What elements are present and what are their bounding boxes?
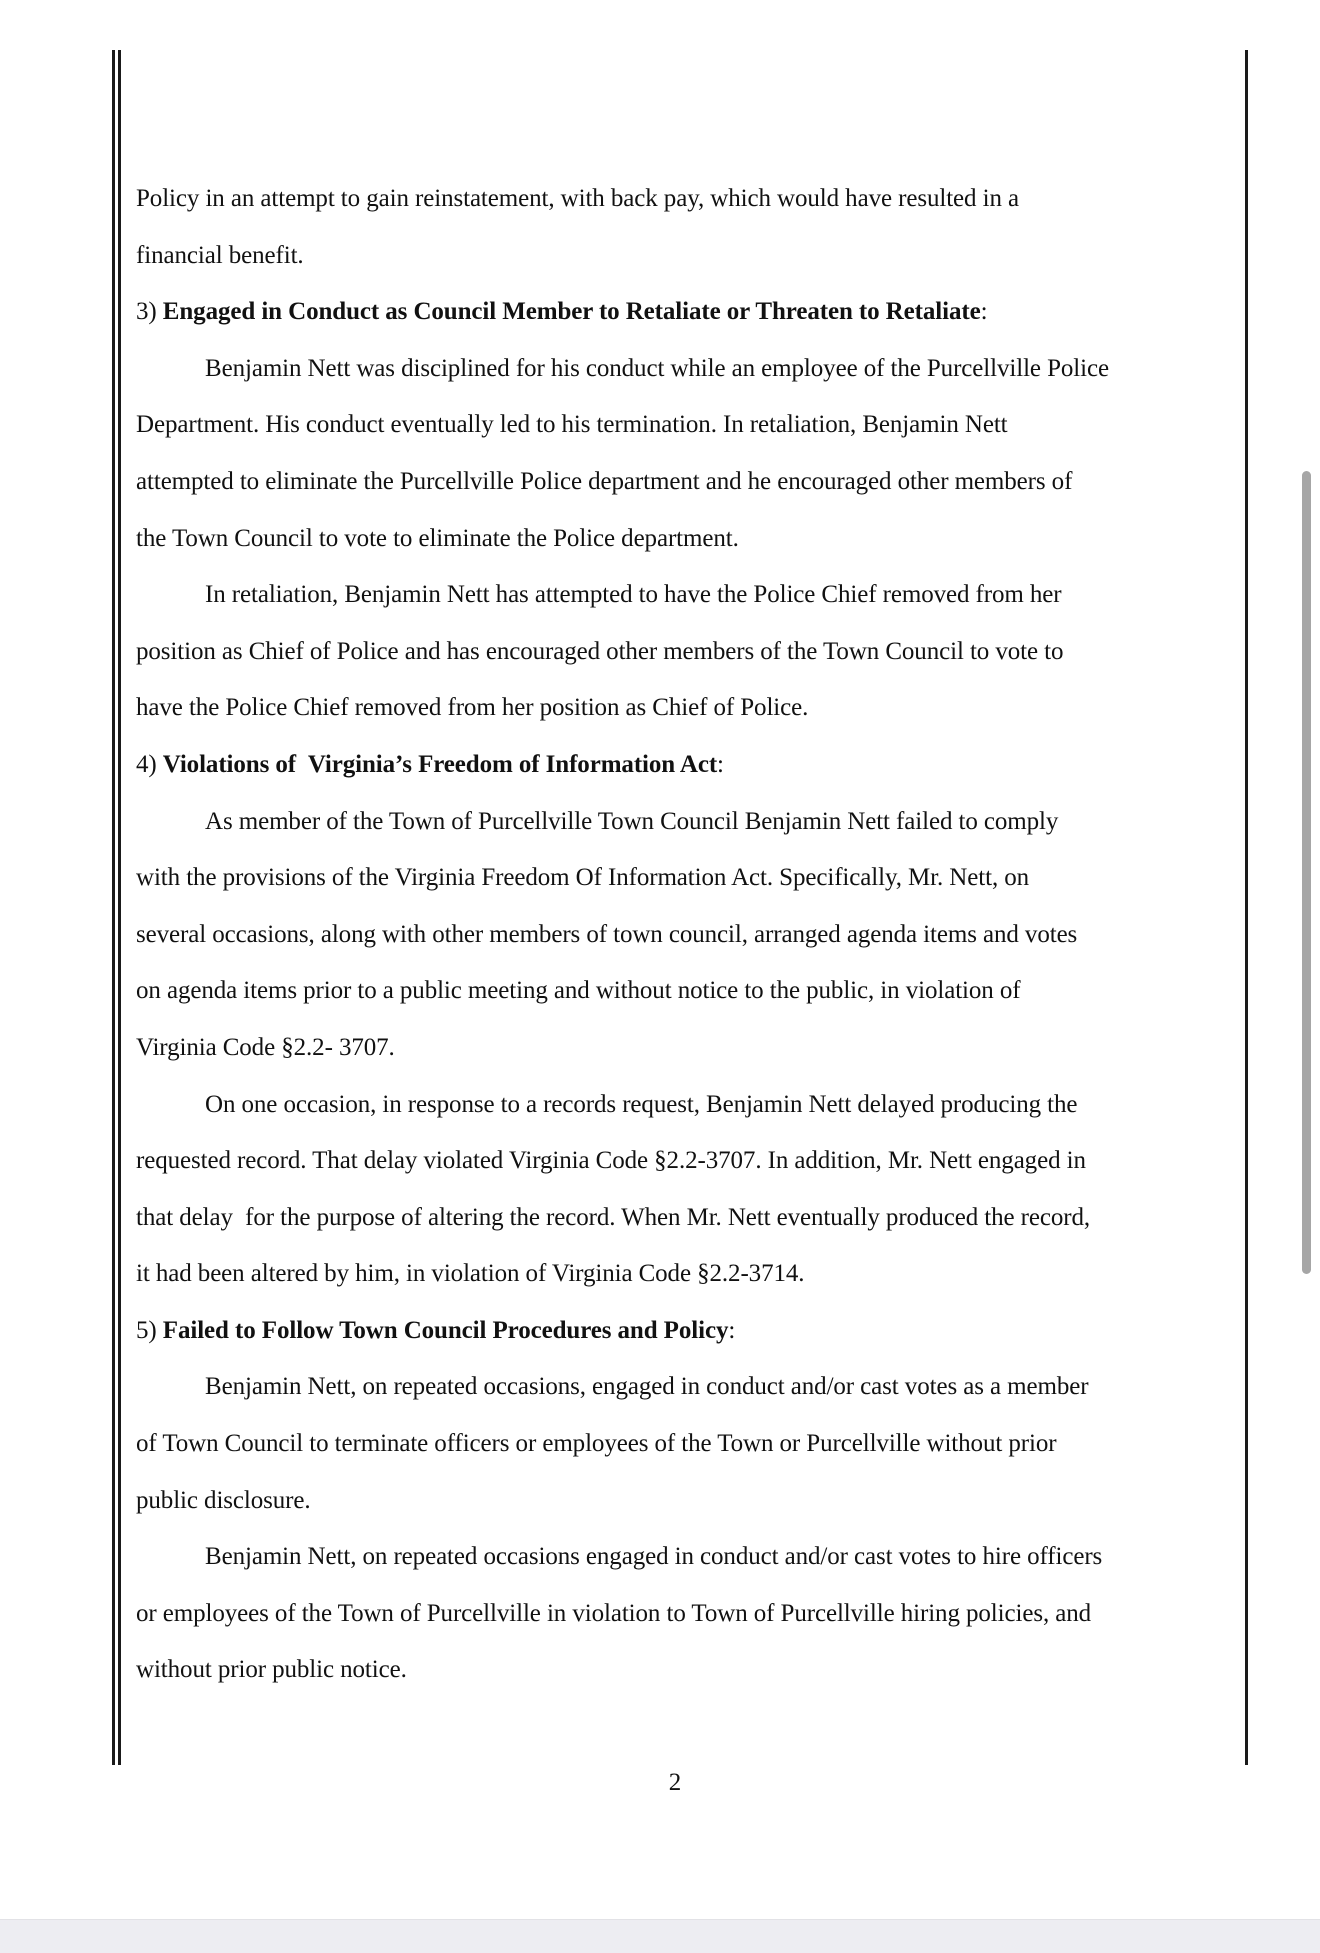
- vertical-scrollbar-thumb[interactable]: [1302, 471, 1311, 1274]
- body-line: [136, 241, 1236, 298]
- line-text: In retaliation, Benjamin Nett has attempted to have the Police Chief removed from her: [205, 581, 1062, 609]
- section-title: Failed to Follow Town Council Procedures and Policy: [162, 1316, 729, 1344]
- body-line: [136, 863, 1236, 920]
- line-text: the Town Council to vote to eliminate the Police department.: [136, 524, 739, 552]
- body-line: [136, 1599, 1236, 1656]
- body-line: [136, 524, 1236, 581]
- line-text: As member of the Town of Purcellville Town Council Benjamin Nett failed to comply: [205, 807, 1059, 835]
- section-title: Violations of Virginia’s Freedom of Information Act: [162, 750, 718, 778]
- section-heading-3: [136, 297, 1236, 354]
- body-line: [136, 354, 1236, 411]
- body-line: [136, 976, 1236, 1033]
- body-line: [136, 1259, 1236, 1316]
- body-line: [136, 1033, 1236, 1090]
- section-colon: :: [728, 1316, 736, 1344]
- section-title: Engaged in Conduct as Council Member to Retaliate or Threaten to Retaliate: [162, 298, 981, 326]
- left-margin-rule-inner: [118, 50, 121, 1765]
- section-number: 5): [136, 1316, 157, 1344]
- line-text: several occasions, along with other members of town council, arranged agenda items and votes: [136, 920, 1078, 948]
- section-number: 4): [136, 750, 157, 778]
- line-text: Virginia Code §2.2- 3707.: [136, 1033, 395, 1061]
- line-text: Policy in an attempt to gain reinstatement, with back pay, which would have resulted in a: [136, 185, 1019, 212]
- body-line: [136, 1429, 1236, 1486]
- page-number: 2: [668, 1769, 682, 1796]
- line-text: of Town Council to terminate officers or employees of the Town or Purcellville without prior: [136, 1430, 1057, 1458]
- right-margin-rule: [1245, 50, 1248, 1765]
- body-line: [136, 1203, 1236, 1260]
- line-text: on agenda items prior to a public meeting and without notice to the public, in violation of: [136, 977, 1021, 1005]
- line-text: public disclosure.: [136, 1486, 311, 1514]
- line-text: financial benefit.: [136, 241, 304, 269]
- body-line: [136, 1486, 1236, 1543]
- line-text: with the provisions of the Virginia Freedom Of Information Act. Specifically, Mr. Nett, on: [136, 864, 1030, 892]
- line-text: Benjamin Nett, on repeated occasions, engaged in conduct and/or cast votes as a member: [205, 1373, 1089, 1401]
- body-line: [136, 467, 1236, 524]
- body-line: [136, 410, 1236, 467]
- body-line: [136, 637, 1236, 694]
- body-line: [136, 184, 1236, 241]
- section-colon: :: [717, 750, 724, 778]
- line-text: without prior public notice.: [136, 1656, 407, 1684]
- body-line: [136, 1542, 1236, 1599]
- line-text: attempted to eliminate the Purcellville Police department and he encouraged other members of: [136, 467, 1073, 495]
- line-text: Department. His conduct eventually led to his termination. In retaliation, Benjamin Nett: [136, 411, 1008, 439]
- line-text: that delay for the purpose of altering the record. When Mr. Nett eventually produced the record,: [136, 1203, 1091, 1231]
- line-text: or employees of the Town of Purcellville in violation to Town of Purcellville hiring policies, and: [136, 1599, 1092, 1627]
- section-heading-5: [136, 1316, 1236, 1373]
- body-line: [136, 1372, 1236, 1429]
- section-colon: :: [980, 298, 988, 326]
- body-line: [136, 807, 1236, 864]
- body-line: [136, 920, 1236, 977]
- document-body: [136, 184, 1236, 1712]
- line-text: Benjamin Nett was disciplined for his conduct while an employee of the Purcellville Police: [205, 354, 1109, 382]
- line-text: it had been altered by him, in violation of Virginia Code §2.2-3714.: [136, 1260, 805, 1288]
- body-line: [136, 1146, 1236, 1203]
- viewer-bottom-bar: [0, 1919, 1320, 1953]
- body-line: [136, 1090, 1236, 1147]
- line-text: position as Chief of Police and has encouraged other members of the Town Council to vote to: [136, 637, 1064, 665]
- section-number: 3): [136, 298, 157, 326]
- body-line: [136, 693, 1236, 750]
- line-text: On one occasion, in response to a records request, Benjamin Nett delayed producing the: [205, 1090, 1078, 1118]
- body-line: [136, 580, 1236, 637]
- line-text: have the Police Chief removed from her position as Chief of Police.: [136, 694, 809, 722]
- body-line: [136, 1655, 1236, 1712]
- section-heading-4: [136, 750, 1236, 807]
- line-text: Benjamin Nett, on repeated occasions engaged in conduct and/or cast votes to hire officers: [205, 1543, 1103, 1571]
- left-margin-rule: [112, 50, 115, 1765]
- line-text: requested record. That delay violated Virginia Code §2.2-3707. In addition, Mr. Nett engaged in: [136, 1147, 1086, 1175]
